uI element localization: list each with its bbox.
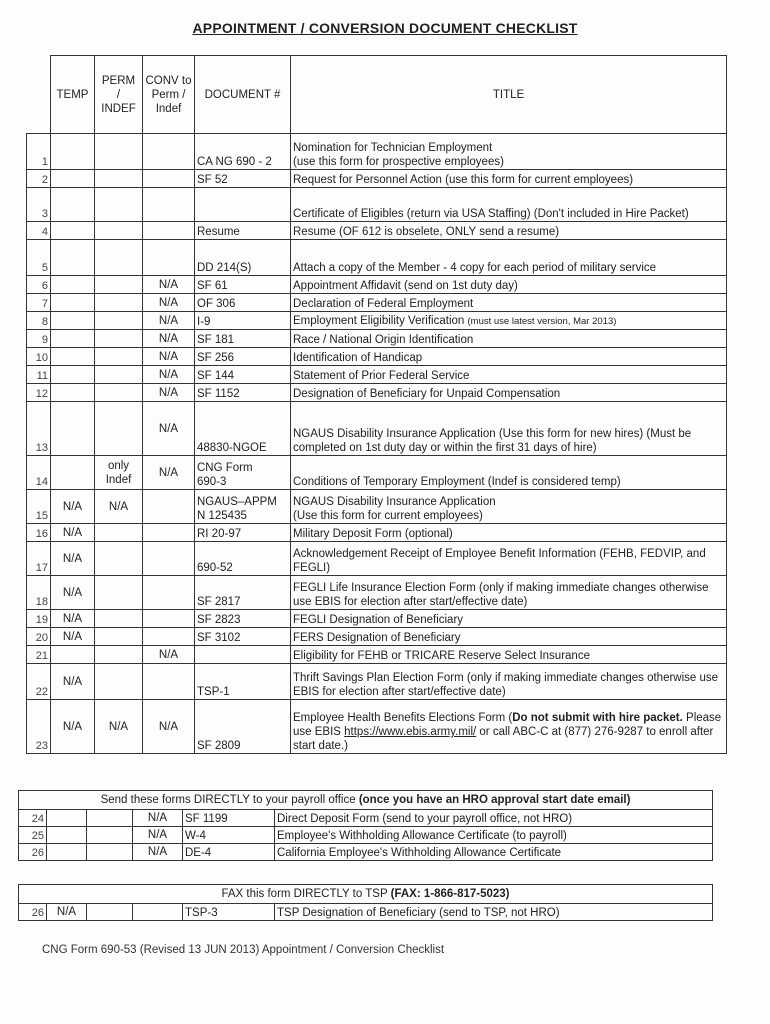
row-number: 15 [27, 490, 51, 524]
temp-cell [51, 646, 95, 664]
title-text: FERS Designation of Beneficiary [293, 632, 461, 644]
perm-cell: N/A [95, 490, 143, 524]
title-text: Conditions of Temporary Employment (Indef is considered temp) [293, 476, 621, 488]
table-row [27, 366, 727, 384]
document-number: I-9 [195, 312, 291, 330]
conv-cell [143, 576, 195, 610]
document-title [291, 700, 727, 754]
conv-cell: N/A [133, 827, 183, 844]
document-number: SF 181 [195, 330, 291, 348]
title-text: Employment Eligibility Verification [293, 315, 465, 327]
header-document: DOCUMENT # [195, 56, 291, 134]
temp-cell [51, 402, 95, 456]
conv-cell: N/A [143, 294, 195, 312]
row-number: 20 [27, 628, 51, 646]
perm-cell [95, 628, 143, 646]
title-text: or call ABC-C at (877) 276-9287 to enroll after start date.) [293, 726, 714, 752]
conv-cell [143, 664, 195, 700]
table-row [27, 348, 727, 366]
conv-cell [143, 134, 195, 170]
perm-cell [87, 904, 133, 921]
document-title [291, 610, 727, 628]
perm-cell [95, 542, 143, 576]
conv-cell: N/A [143, 456, 195, 490]
temp-cell [51, 456, 95, 490]
document-title [275, 810, 713, 827]
document-title [291, 294, 727, 312]
document-title [291, 402, 727, 456]
perm-cell [95, 188, 143, 222]
document-title [275, 904, 713, 921]
document-number: DE-4 [183, 844, 275, 861]
header-conv: CONV to Perm / Indef [143, 56, 195, 134]
document-title [291, 490, 727, 524]
page-title: APPOINTMENT / CONVERSION DOCUMENT CHECKLIST [192, 20, 578, 36]
row-number: 21 [27, 646, 51, 664]
temp-cell [51, 170, 95, 188]
table-row [27, 576, 727, 610]
document-number: DD 214(S) [195, 240, 291, 276]
table-row [27, 312, 727, 330]
table-row [19, 810, 713, 827]
table-row [27, 330, 727, 348]
document-title [291, 170, 727, 188]
row-number: 3 [27, 188, 51, 222]
conv-cell: N/A [143, 330, 195, 348]
row-number: 8 [27, 312, 51, 330]
document-title [275, 844, 713, 861]
title-text: California Employee's Withholding Allowance Certificate [277, 847, 562, 859]
row-number: 12 [27, 384, 51, 402]
ebis-link[interactable]: https://www.ebis.army.mil/ [344, 726, 477, 738]
perm-cell [95, 312, 143, 330]
document-title [291, 222, 727, 240]
document-number: SF 256 [195, 348, 291, 366]
table-row [19, 844, 713, 861]
temp-cell [51, 330, 95, 348]
tsp-section-heading: FAX this form DIRECTLY to TSP (FAX: 1-866-817-5023) [19, 885, 713, 904]
document-number: TSP-1 [195, 664, 291, 700]
document-title [291, 628, 727, 646]
conv-cell [143, 188, 195, 222]
table-row [27, 524, 727, 542]
temp-cell [51, 294, 95, 312]
title-text: Certificate of Eligibles (return via USA Staffing) (Don't included in Hire Packet) [293, 208, 689, 220]
perm-cell [87, 844, 133, 861]
form-footer: CNG Form 690-53 (Revised 13 JUN 2013) Appointment / Conversion Checklist [42, 944, 445, 956]
conv-cell: N/A [143, 402, 195, 456]
row-number: 17 [27, 542, 51, 576]
perm-cell [95, 134, 143, 170]
header-blank [27, 56, 51, 134]
row-number: 6 [27, 276, 51, 294]
header-row [27, 56, 727, 134]
conv-cell: N/A [143, 366, 195, 384]
perm-cell [87, 810, 133, 827]
perm-cell [87, 827, 133, 844]
row-number: 18 [27, 576, 51, 610]
table-row [27, 134, 727, 170]
perm-cell [95, 384, 143, 402]
row-number: 19 [27, 610, 51, 628]
perm-cell [95, 366, 143, 384]
row-number: 25 [19, 827, 47, 844]
header-perm: PERM / INDEF [95, 56, 143, 134]
row-number: 14 [27, 456, 51, 490]
temp-cell: N/A [51, 490, 95, 524]
row-number: 4 [27, 222, 51, 240]
title-text: Designation of Beneficiary for Unpaid Compensation [293, 388, 561, 400]
title-text: Thrift Savings Plan Election Form (only if making immediate changes otherwise use EBIS for election after start/effective date) [293, 672, 719, 698]
document-title [291, 456, 727, 490]
conv-cell [143, 542, 195, 576]
title-text: Military Deposit Form (optional) [293, 528, 453, 540]
conv-cell: N/A [143, 646, 195, 664]
row-number: 5 [27, 240, 51, 276]
title-text: Nomination for Technician Employment (use this form for prospective employees) [293, 142, 504, 168]
table-row [27, 490, 727, 524]
row-number: 9 [27, 330, 51, 348]
document-number: SF 1199 [183, 810, 275, 827]
title-text: Race / National Origin Identification [293, 334, 474, 346]
table-row [27, 402, 727, 456]
title-text: Employee Health Benefits Elections Form ( [293, 712, 513, 724]
row-number: 23 [27, 700, 51, 754]
document-title [291, 312, 727, 330]
temp-cell [47, 810, 87, 827]
row-number: 11 [27, 366, 51, 384]
row-number: 1 [27, 134, 51, 170]
table-row [27, 240, 727, 276]
title-text: NGAUS Disability Insurance Application (Use this form for new hires) (Must be completed on 1st duty day or within the first 31 days of hire) [293, 428, 692, 454]
title-text: Appointment Affidavit (send on 1st duty day) [293, 280, 518, 292]
row-number: 26 [19, 904, 47, 921]
document-number: 48830-NGOE [195, 402, 291, 456]
title-text: Statement of Prior Federal Service [293, 370, 470, 382]
perm-cell [95, 348, 143, 366]
conv-cell [133, 904, 183, 921]
title-text: FEGLI Designation of Beneficiary [293, 614, 464, 626]
tsp-section-table [18, 884, 713, 921]
title-text: FEGLI Life Insurance Election Form (only if making immediate changes otherwise use EBIS for election after start/effective date) [293, 582, 709, 608]
title-text: NGAUS Disability Insurance Application (Use this form for current employees) [293, 496, 496, 522]
row-number: 7 [27, 294, 51, 312]
temp-cell [51, 222, 95, 240]
document-number: SF 52 [195, 170, 291, 188]
title-text: Eligibility for FEHB or TRICARE Reserve Select Insurance [293, 650, 590, 662]
row-number: 22 [27, 664, 51, 700]
conv-cell [143, 610, 195, 628]
table-row [19, 904, 713, 921]
perm-cell [95, 664, 143, 700]
perm-cell [95, 402, 143, 456]
table-row [27, 384, 727, 402]
document-number: SF 1152 [195, 384, 291, 402]
document-number: SF 61 [195, 276, 291, 294]
document-number: CNG Form 690-3 [195, 456, 291, 490]
table-row [27, 664, 727, 700]
row-number: 13 [27, 402, 51, 456]
row-number: 10 [27, 348, 51, 366]
temp-cell: N/A [51, 664, 95, 700]
temp-cell [51, 312, 95, 330]
document-title [291, 348, 727, 366]
document-number [195, 188, 291, 222]
title-text: Attach a copy of the Member - 4 copy for each period of military service [293, 262, 657, 274]
table-row [27, 610, 727, 628]
conv-cell: N/A [133, 844, 183, 861]
temp-cell: N/A [51, 628, 95, 646]
title-emphasis: Do not submit with hire packet. [512, 712, 683, 724]
title-text: Acknowledgement Receipt of Employee Benefit Information (FEHB, FEDVIP, and FEGLI) [293, 548, 706, 574]
document-title [275, 827, 713, 844]
table-row [27, 700, 727, 754]
document-number [195, 646, 291, 664]
perm-cell: N/A [95, 700, 143, 754]
row-number: 16 [27, 524, 51, 542]
table-row [27, 276, 727, 294]
perm-cell [95, 576, 143, 610]
conv-cell: N/A [143, 384, 195, 402]
perm-cell [95, 646, 143, 664]
document-title [291, 134, 727, 170]
document-number: SF 3102 [195, 628, 291, 646]
temp-cell: N/A [47, 904, 87, 921]
temp-cell [51, 240, 95, 276]
document-number: SF 144 [195, 366, 291, 384]
checklist-body [27, 134, 727, 754]
perm-cell [95, 294, 143, 312]
temp-cell [51, 384, 95, 402]
payroll-section-table [18, 790, 713, 861]
document-number: Resume [195, 222, 291, 240]
conv-cell: N/A [143, 312, 195, 330]
document-title [291, 276, 727, 294]
title-text: Identification of Handicap [293, 352, 423, 364]
document-title [291, 646, 727, 664]
temp-cell [51, 276, 95, 294]
conv-cell [143, 628, 195, 646]
title-text: Resume (OF 612 is obselete, ONLY send a resume) [293, 226, 560, 238]
perm-cell [95, 276, 143, 294]
document-number: W-4 [183, 827, 275, 844]
row-number: 26 [19, 844, 47, 861]
title-text: Employee's Withholding Allowance Certificate (to payroll) [277, 830, 567, 842]
table-row [27, 542, 727, 576]
temp-cell [51, 348, 95, 366]
document-title [291, 524, 727, 542]
conv-cell [143, 222, 195, 240]
perm-cell [95, 524, 143, 542]
temp-cell [51, 366, 95, 384]
title-text: Direct Deposit Form (send to your payroll office, not HRO) [277, 813, 573, 825]
temp-cell [47, 844, 87, 861]
title-note: (must use latest version, Mar 2013) [467, 316, 617, 327]
temp-cell [51, 134, 95, 170]
table-row [27, 188, 727, 222]
perm-cell: only Indef [95, 456, 143, 490]
main-checklist-table [26, 55, 727, 754]
title-text: Declaration of Federal Employment [293, 298, 474, 310]
table-row [27, 222, 727, 240]
conv-cell [143, 170, 195, 188]
temp-cell: N/A [51, 542, 95, 576]
temp-cell: N/A [51, 700, 95, 754]
document-number: RI 20-97 [195, 524, 291, 542]
title-text: Request for Personnel Action (use this form for current employees) [293, 174, 634, 186]
document-number: SF 2809 [195, 700, 291, 754]
header-title: TITLE [291, 56, 727, 134]
document-number: CA NG 690 - 2 [195, 134, 291, 170]
document-title [291, 576, 727, 610]
table-row [27, 294, 727, 312]
document-title [291, 330, 727, 348]
table-row [19, 827, 713, 844]
document-title [291, 240, 727, 276]
table-row [27, 456, 727, 490]
perm-cell [95, 240, 143, 276]
table-row [27, 170, 727, 188]
conv-cell: N/A [143, 700, 195, 754]
payroll-section-heading: Send these forms DIRECTLY to your payroll office (once you have an HRO approval start date email) [19, 791, 713, 810]
temp-cell: N/A [51, 576, 95, 610]
document-title [291, 188, 727, 222]
row-number: 2 [27, 170, 51, 188]
header-temp: TEMP [51, 56, 95, 134]
perm-cell [95, 170, 143, 188]
document-title [291, 384, 727, 402]
document-number: TSP-3 [183, 904, 275, 921]
temp-cell [47, 827, 87, 844]
document-number: OF 306 [195, 294, 291, 312]
document-title [291, 366, 727, 384]
document-number: 690-52 [195, 542, 291, 576]
conv-cell: N/A [133, 810, 183, 827]
temp-cell: N/A [51, 524, 95, 542]
conv-cell [143, 240, 195, 276]
document-number: SF 2823 [195, 610, 291, 628]
title-text: Please use EBIS [293, 712, 722, 738]
table-row [27, 628, 727, 646]
temp-cell: N/A [51, 610, 95, 628]
row-number: 24 [19, 810, 47, 827]
conv-cell [143, 490, 195, 524]
perm-cell [95, 330, 143, 348]
temp-cell [51, 188, 95, 222]
document-number: SF 2817 [195, 576, 291, 610]
title-text: TSP Designation of Beneficiary (send to TSP, not HRO) [277, 907, 560, 919]
conv-cell [143, 524, 195, 542]
perm-cell [95, 610, 143, 628]
conv-cell: N/A [143, 348, 195, 366]
document-title [291, 664, 727, 700]
document-title [291, 542, 727, 576]
conv-cell: N/A [143, 276, 195, 294]
perm-cell [95, 222, 143, 240]
table-row [27, 646, 727, 664]
document-number: NGAUS–APPM N 125435 [195, 490, 291, 524]
